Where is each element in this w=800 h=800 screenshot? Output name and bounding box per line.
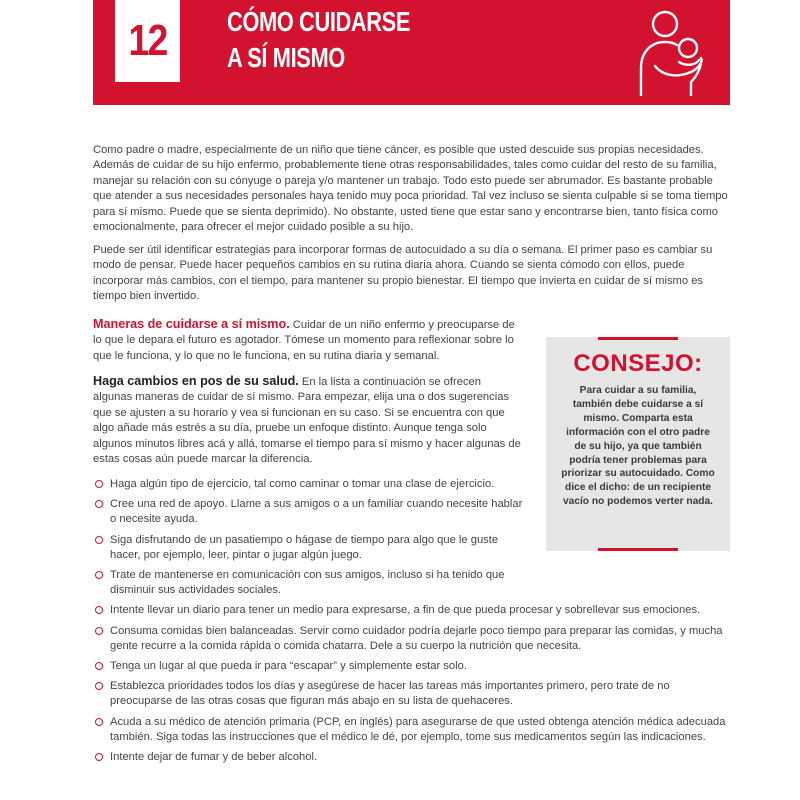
tip-body: Para cuidar a su familia, también debe cuidarse a sí mismo. Comparta esta información con el otro padre de su hijo, ya que también podría tener problemas para priorizar su autocuidado. Como dice el dicho: de un recipiente vacío no podemos verter nada. xyxy=(561,385,715,508)
list-item xyxy=(93,568,525,598)
list-item-text: Trate de mantenerse en comunicación con sus amigos, incluso si ha tenido que disminuir sus actividades sociales. xyxy=(110,569,505,597)
bullet-circle-icon xyxy=(95,627,103,635)
list-item-text: Consuma comidas bien balanceadas. Servir como cuidador podría dejarle poco tiempo para preparar las comidas, y mucha gente recurre a la comida rápida o comida chatarra. Dele a su cuerpo la nutrición que necesita. xyxy=(110,624,723,652)
intro-paragraph-2: Puede ser útil identificar estrategias para incorporar formas de autocuidado a su día o semana. El primer paso es cambiar su modo de pensar. Puede hacer pequeños cambios en su rutina diaria ahora. Cuando se sienta cómodo con ellos, puede incorporar más cambios, con el tiempo, para mantener su propio bienestar. El tiempo que invierta en cuidar de sí mismo es tiempo bien invertido. xyxy=(93,244,713,303)
chapter-number: 12 xyxy=(128,16,167,65)
bullet-circle-icon xyxy=(95,606,103,614)
bullet-circle-icon xyxy=(95,753,103,761)
page-title-line-1: CÓMO CUIDARSE xyxy=(227,6,411,37)
bullet-circle-icon xyxy=(95,718,103,726)
list-item xyxy=(93,533,525,563)
list-item xyxy=(93,715,730,745)
ways-heading: Maneras de cuidarse a sí mismo. xyxy=(93,317,290,331)
bullet-circle-icon xyxy=(95,571,103,579)
bullet-circle-icon xyxy=(95,536,103,544)
list-item-text: Intente dejar de fumar y de beber alcohol. xyxy=(110,751,318,764)
tip-accent-top xyxy=(598,337,678,340)
list-item-text: Tenga un lugar al que pueda ir para “escapar” y simplemente estar solo. xyxy=(110,660,467,673)
list-item xyxy=(93,659,730,674)
bullet-circle-icon xyxy=(95,480,103,488)
list-item xyxy=(93,603,730,618)
bullet-circle-icon xyxy=(95,662,103,670)
changes-text: En la lista a continuación se ofrecen algunas maneras de cuidar de sí mismo. Para empezar, elija una o dos sugerencias que se ajusten a su horario y vea si funcionan en su caso. Si se encuentra con que algo añade más estrés a su día, pruebe un enfoque distinto. Aunque tenga solo algunos minutos libres acá y allá, tomarse el tiempo para sí mismo y hacer algunas de estas cosas aún puede marcar la diferencia. xyxy=(93,376,521,466)
list-item-text: Establezca prioridades todos los días y asegúrese de hacer las tareas más importantes primero, pero trate de no preocuparse de las otras cosas que figuran más abajo en su lista de quehaceres. xyxy=(110,680,670,708)
list-item-text: Acuda a su médico de atención primaria (PCP, en inglés) para asegurarse de que usted obtenga atención médica adecuada también. Siga todas las instrucciones que el médico le dé, por ejemplo, tome sus medicamentos según las indicaciones. xyxy=(110,715,726,743)
ways-paragraph xyxy=(93,317,523,364)
list-item xyxy=(93,679,730,709)
list-item-text: Cree una red de apoyo. Llame a sus amigos o a un familiar cuando necesite hablar o necesite ayuda. xyxy=(110,498,523,526)
list-item xyxy=(93,497,525,527)
list-item-text: Siga disfrutando de un pasatiempo o hágase de tiempo para algo que le guste hacer, por ejemplo, leer, pintar o jugar algún juego. xyxy=(110,533,499,561)
page-title-line-2: A SÍ MISMO xyxy=(227,42,345,73)
list-item-text: Intente llevar un diario para tener un medio para expresarse, a fin de que pueda procesar y sobrellevar sus emociones. xyxy=(110,604,701,617)
parent-holding-child-icon xyxy=(633,4,715,96)
intro-paragraph-1: Como padre o madre, especialmente de un niño que tiene cáncer, es posible que usted descuide sus propias necesidades. Además de cuidar de su hijo enfermo, probablemente tiene otras responsabilidades, tales como cuidar del resto de su familia, manejar su relación con su cónyuge o pareja y/o mantener un trabajo. Todo esto puede ser abrumador. Es bastante probable que atender a sus necesidades personales haya tenido muy poca prioridad. Tal vez incluso se sienta culpable si se toma tiempo para sí mismo. Puede que se sienta deprimido). No obstante, usted tiene que estar sano y encontrarse bien, tanto física como emocionalmente, para ofrecer el mejor cuidado posible a su hijo. xyxy=(93,144,728,234)
changes-heading: Haga cambios en pos de su salud. xyxy=(93,374,299,388)
list-item xyxy=(93,750,730,765)
tip-title: CONSEJO: xyxy=(573,350,703,377)
bullet-circle-icon xyxy=(95,682,103,690)
list-item xyxy=(93,624,730,654)
list-item-text: Haga algún tipo de ejercicio, tal como caminar o tomar una clase de ejercicio. xyxy=(110,478,495,490)
list-item xyxy=(93,477,525,492)
changes-paragraph xyxy=(93,374,523,467)
self-care-list xyxy=(93,477,730,770)
bullet-circle-icon xyxy=(95,500,103,508)
chapter-banner xyxy=(93,0,730,105)
ways-text: Cuidar de un niño enfermo y preocuparse de lo que le depara el futuro es agotador. Tómese un momento para reflexionar sobre lo que le funciona, y lo que no le funciona, en su rutina diaria y semanal. xyxy=(93,319,515,362)
page-title xyxy=(227,4,410,76)
chapter-number-box xyxy=(115,0,180,82)
